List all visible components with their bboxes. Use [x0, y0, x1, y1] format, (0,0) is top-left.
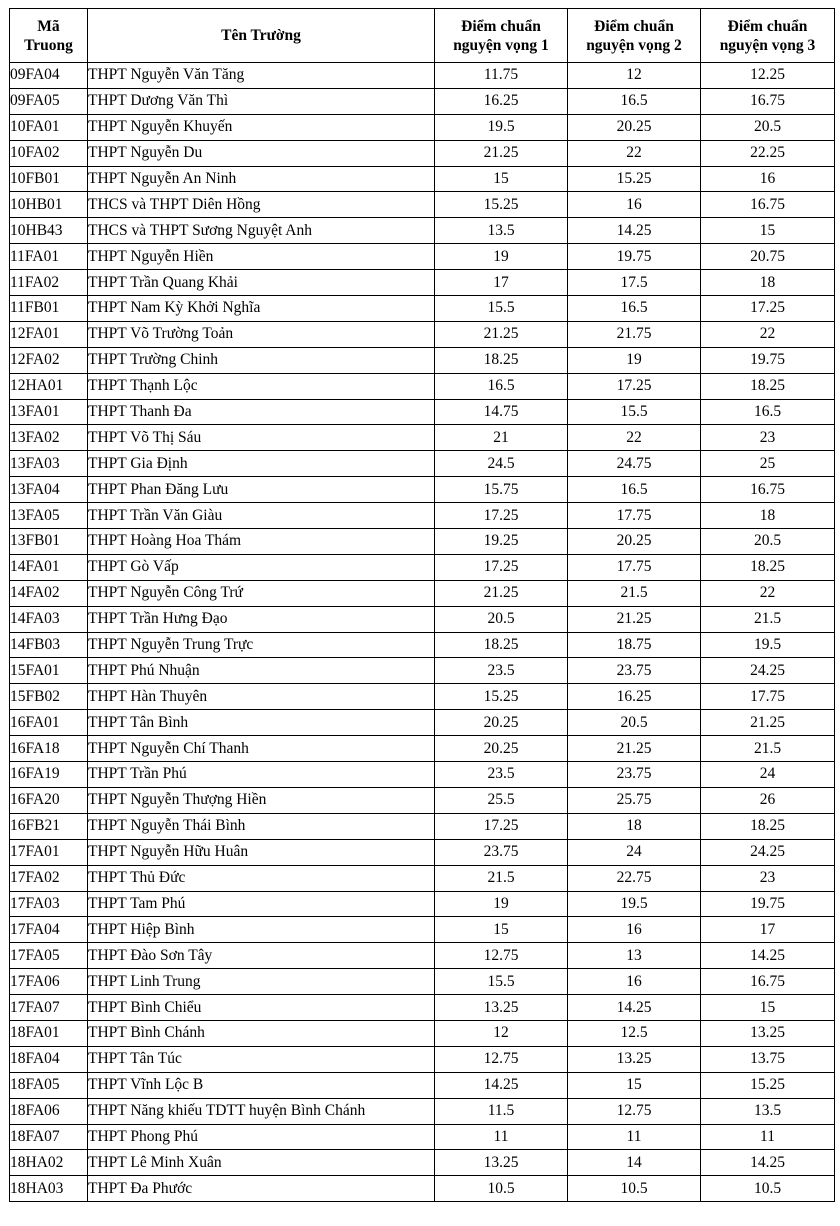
school-name-cell: THPT Nguyễn Hiền — [88, 244, 435, 270]
score-nv1-cell: 20.5 — [435, 606, 568, 632]
score-nv1-cell: 12.75 — [435, 943, 568, 969]
score-nv1-cell: 16.25 — [435, 88, 568, 114]
score-nv1-cell: 15.25 — [435, 684, 568, 710]
table-row — [10, 529, 835, 555]
table-row — [10, 658, 835, 684]
score-nv2-cell: 14 — [568, 1150, 701, 1176]
table-row — [10, 373, 835, 399]
table-row — [10, 1098, 835, 1124]
score-nv3-cell: 24 — [701, 762, 835, 788]
school-name-cell: THPT Trần Văn Giàu — [88, 503, 435, 529]
score-nv1-cell: 17.25 — [435, 554, 568, 580]
school-code-cell: 12HA01 — [10, 373, 88, 399]
school-code-cell: 18HA02 — [10, 1150, 88, 1176]
school-name-cell: THPT Năng khiếu TDTT huyện Bình Chánh — [88, 1098, 435, 1124]
school-code-cell: 18FA01 — [10, 1020, 88, 1046]
score-nv1-cell: 14.75 — [435, 399, 568, 425]
score-nv1-cell: 13.25 — [435, 995, 568, 1021]
school-code-cell: 10HB01 — [10, 192, 88, 218]
score-nv3-cell: 22 — [701, 580, 835, 606]
school-code-cell: 13FB01 — [10, 529, 88, 555]
table-row — [10, 1176, 835, 1202]
school-code-cell: 16FA20 — [10, 787, 88, 813]
school-name-cell: THPT Võ Trường Toản — [88, 321, 435, 347]
score-nv1-cell: 19.25 — [435, 529, 568, 555]
score-nv3-cell: 13.5 — [701, 1098, 835, 1124]
school-code-cell: 09FA05 — [10, 88, 88, 114]
table-row — [10, 813, 835, 839]
school-code-cell: 16FA19 — [10, 762, 88, 788]
school-name-cell: THPT Trần Quang Khải — [88, 270, 435, 296]
school-name-cell: THPT Phong Phú — [88, 1124, 435, 1150]
score-nv1-cell: 13.5 — [435, 218, 568, 244]
score-nv1-cell: 17 — [435, 270, 568, 296]
score-nv3-cell: 16.75 — [701, 477, 835, 503]
school-name-cell: THPT Thủ Đức — [88, 865, 435, 891]
score-nv1-cell: 18.25 — [435, 347, 568, 373]
score-nv3-cell: 23 — [701, 425, 835, 451]
school-name-cell: THPT Nguyễn Chí Thanh — [88, 736, 435, 762]
score-nv1-cell: 21 — [435, 425, 568, 451]
score-nv3-cell: 21.5 — [701, 736, 835, 762]
score-nv3-cell: 18 — [701, 270, 835, 296]
table-row — [10, 995, 835, 1021]
school-code-cell: 17FA03 — [10, 891, 88, 917]
table-row — [10, 943, 835, 969]
score-nv2-cell: 16.5 — [568, 88, 701, 114]
score-nv2-cell: 16.5 — [568, 296, 701, 322]
score-nv3-cell: 18.25 — [701, 554, 835, 580]
score-nv3-cell: 21.25 — [701, 710, 835, 736]
score-nv1-cell: 15 — [435, 166, 568, 192]
score-nv1-cell: 13.25 — [435, 1150, 568, 1176]
table-header-row — [10, 9, 835, 63]
score-nv3-cell: 16.5 — [701, 399, 835, 425]
table-row — [10, 321, 835, 347]
score-nv3-cell: 22 — [701, 321, 835, 347]
score-nv3-cell: 19.75 — [701, 347, 835, 373]
table-row — [10, 1124, 835, 1150]
table-row — [10, 762, 835, 788]
school-name-cell: THPT Hiệp Bình — [88, 917, 435, 943]
score-nv1-cell: 15.25 — [435, 192, 568, 218]
table-row — [10, 192, 835, 218]
table-row — [10, 736, 835, 762]
school-code-cell: 12FA01 — [10, 321, 88, 347]
score-nv2-cell: 13 — [568, 943, 701, 969]
score-nv2-cell: 21.5 — [568, 580, 701, 606]
score-nv1-cell: 23.5 — [435, 762, 568, 788]
school-code-cell: 10FA01 — [10, 114, 88, 140]
school-code-cell: 17FA05 — [10, 943, 88, 969]
table-row — [10, 839, 835, 865]
school-code-cell: 12FA02 — [10, 347, 88, 373]
score-nv3-cell: 26 — [701, 787, 835, 813]
score-nv2-cell: 22 — [568, 140, 701, 166]
school-code-cell: 14FA03 — [10, 606, 88, 632]
score-nv3-cell: 13.25 — [701, 1020, 835, 1046]
header-score-nv3 — [701, 9, 835, 63]
table-row — [10, 1020, 835, 1046]
score-nv1-cell: 20.25 — [435, 710, 568, 736]
school-name-cell: THPT Nguyễn Khuyến — [88, 114, 435, 140]
school-name-cell: THPT Trần Phú — [88, 762, 435, 788]
school-code-cell: 14FA02 — [10, 580, 88, 606]
school-name-cell: THPT Thanh Đa — [88, 399, 435, 425]
score-nv1-cell: 17.25 — [435, 503, 568, 529]
score-nv3-cell: 20.5 — [701, 529, 835, 555]
table-row — [10, 1046, 835, 1072]
school-name-cell: THPT Nguyễn Công Trứ — [88, 580, 435, 606]
header-school-code — [10, 9, 88, 63]
score-nv1-cell: 15.5 — [435, 969, 568, 995]
school-name-cell: THPT Dương Văn Thì — [88, 88, 435, 114]
header-score-nv2-line1: Điểm chuẩn — [594, 17, 674, 35]
admission-scores-table — [9, 8, 835, 1202]
school-code-cell: 18HA03 — [10, 1176, 88, 1202]
school-code-cell: 16FB21 — [10, 813, 88, 839]
score-nv3-cell: 18.25 — [701, 373, 835, 399]
score-nv2-cell: 25.75 — [568, 787, 701, 813]
score-nv3-cell: 20.75 — [701, 244, 835, 270]
score-nv3-cell: 14.25 — [701, 1150, 835, 1176]
school-code-cell: 13FA04 — [10, 477, 88, 503]
school-code-cell: 17FA07 — [10, 995, 88, 1021]
table-row — [10, 606, 835, 632]
table-row — [10, 503, 835, 529]
school-name-cell: THPT Trường Chinh — [88, 347, 435, 373]
school-code-cell: 17FA01 — [10, 839, 88, 865]
school-name-cell: THPT Hoàng Hoa Thám — [88, 529, 435, 555]
school-name-cell: THCS và THPT Sương Nguyệt Anh — [88, 218, 435, 244]
score-nv1-cell: 20.25 — [435, 736, 568, 762]
score-nv2-cell: 19.5 — [568, 891, 701, 917]
score-nv1-cell: 19 — [435, 244, 568, 270]
score-nv1-cell: 23.5 — [435, 658, 568, 684]
school-code-cell: 11FA02 — [10, 270, 88, 296]
header-score-nv1 — [435, 9, 568, 63]
table-row — [10, 270, 835, 296]
table-row — [10, 1072, 835, 1098]
score-nv1-cell: 19 — [435, 891, 568, 917]
score-nv2-cell: 22.75 — [568, 865, 701, 891]
score-nv1-cell: 23.75 — [435, 839, 568, 865]
school-name-cell: THPT Đa Phước — [88, 1176, 435, 1202]
score-nv2-cell: 18.75 — [568, 632, 701, 658]
score-nv2-cell: 19 — [568, 347, 701, 373]
school-name-cell: THPT Trần Hưng Đạo — [88, 606, 435, 632]
table-body — [10, 63, 835, 1202]
table-row — [10, 114, 835, 140]
score-nv3-cell: 16.75 — [701, 969, 835, 995]
score-nv2-cell: 16 — [568, 192, 701, 218]
score-nv2-cell: 20.25 — [568, 114, 701, 140]
score-nv1-cell: 11 — [435, 1124, 568, 1150]
score-nv2-cell: 14.25 — [568, 995, 701, 1021]
score-nv1-cell: 15.5 — [435, 296, 568, 322]
score-nv2-cell: 21.75 — [568, 321, 701, 347]
score-nv1-cell: 21.25 — [435, 580, 568, 606]
score-nv1-cell: 24.5 — [435, 451, 568, 477]
header-score-nv3-line1: Điểm chuẩn — [727, 17, 808, 35]
school-code-cell: 17FA06 — [10, 969, 88, 995]
school-code-cell: 14FB03 — [10, 632, 88, 658]
score-nv3-cell: 20.5 — [701, 114, 835, 140]
score-nv3-cell: 19.75 — [701, 891, 835, 917]
school-name-cell: THPT Nguyễn Trung Trực — [88, 632, 435, 658]
school-name-cell: THPT Gò Vấp — [88, 554, 435, 580]
school-name-cell: THPT Bình Chiểu — [88, 995, 435, 1021]
score-nv1-cell: 16.5 — [435, 373, 568, 399]
header-score-nv2-line2: nguyện vọng 2 — [586, 36, 682, 54]
header-school-code-line2: Truong — [24, 36, 73, 54]
school-code-cell: 13FA03 — [10, 451, 88, 477]
score-nv2-cell: 15 — [568, 1072, 701, 1098]
school-code-cell: 17FA04 — [10, 917, 88, 943]
score-nv2-cell: 17.75 — [568, 503, 701, 529]
score-nv2-cell: 21.25 — [568, 736, 701, 762]
table-row — [10, 140, 835, 166]
school-code-cell: 11FB01 — [10, 296, 88, 322]
score-nv1-cell: 15.75 — [435, 477, 568, 503]
score-nv1-cell: 12.75 — [435, 1046, 568, 1072]
header-score-nv1-line1: Điểm chuẩn — [461, 17, 541, 35]
score-nv1-cell: 19.5 — [435, 114, 568, 140]
score-nv3-cell: 18 — [701, 503, 835, 529]
score-nv3-cell: 24.25 — [701, 658, 835, 684]
school-name-cell: THPT Nguyễn Văn Tăng — [88, 63, 435, 89]
table-row — [10, 969, 835, 995]
school-code-cell: 17FA02 — [10, 865, 88, 891]
school-code-cell: 13FA02 — [10, 425, 88, 451]
school-name-cell: THPT Hàn Thuyên — [88, 684, 435, 710]
score-nv3-cell: 16 — [701, 166, 835, 192]
score-nv1-cell: 10.5 — [435, 1176, 568, 1202]
school-code-cell: 10FB01 — [10, 166, 88, 192]
score-nv2-cell: 12 — [568, 63, 701, 89]
score-nv2-cell: 16 — [568, 969, 701, 995]
score-nv1-cell: 18.25 — [435, 632, 568, 658]
school-code-cell: 13FA05 — [10, 503, 88, 529]
score-nv2-cell: 12.75 — [568, 1098, 701, 1124]
score-nv2-cell: 18 — [568, 813, 701, 839]
table-row — [10, 1150, 835, 1176]
score-nv3-cell: 19.5 — [701, 632, 835, 658]
score-nv3-cell: 16.75 — [701, 192, 835, 218]
school-name-cell: THPT Tân Bình — [88, 710, 435, 736]
school-code-cell: 15FB02 — [10, 684, 88, 710]
score-nv2-cell: 17.75 — [568, 554, 701, 580]
score-nv2-cell: 15.25 — [568, 166, 701, 192]
score-nv2-cell: 16.5 — [568, 477, 701, 503]
score-nv2-cell: 24.75 — [568, 451, 701, 477]
school-name-cell: THPT Phú Nhuận — [88, 658, 435, 684]
score-nv3-cell: 15.25 — [701, 1072, 835, 1098]
table-row — [10, 347, 835, 373]
score-nv3-cell: 15 — [701, 218, 835, 244]
school-name-cell: THPT Vĩnh Lộc B — [88, 1072, 435, 1098]
school-name-cell: THPT Gia Định — [88, 451, 435, 477]
table-row — [10, 88, 835, 114]
school-name-cell: THPT Tân Túc — [88, 1046, 435, 1072]
header-score-nv2 — [568, 9, 701, 63]
school-code-cell: 11FA01 — [10, 244, 88, 270]
score-nv1-cell: 11.5 — [435, 1098, 568, 1124]
score-nv3-cell: 16.75 — [701, 88, 835, 114]
school-code-cell: 09FA04 — [10, 63, 88, 89]
school-code-cell: 18FA06 — [10, 1098, 88, 1124]
score-nv2-cell: 12.5 — [568, 1020, 701, 1046]
table-row — [10, 787, 835, 813]
score-nv1-cell: 12 — [435, 1020, 568, 1046]
header-school-code-line1: Mã — [37, 17, 60, 35]
table-row — [10, 296, 835, 322]
table-row — [10, 451, 835, 477]
school-code-cell: 18FA04 — [10, 1046, 88, 1072]
school-code-cell: 18FA05 — [10, 1072, 88, 1098]
school-name-cell: THPT Nguyễn An Ninh — [88, 166, 435, 192]
score-nv2-cell: 23.75 — [568, 658, 701, 684]
school-name-cell: THPT Tam Phú — [88, 891, 435, 917]
table-row — [10, 865, 835, 891]
score-nv2-cell: 15.5 — [568, 399, 701, 425]
score-nv2-cell: 17.5 — [568, 270, 701, 296]
score-nv3-cell: 14.25 — [701, 943, 835, 969]
table-row — [10, 554, 835, 580]
school-name-cell: THPT Thạnh Lộc — [88, 373, 435, 399]
score-nv3-cell: 12.25 — [701, 63, 835, 89]
score-nv3-cell: 24.25 — [701, 839, 835, 865]
school-name-cell: THPT Nguyễn Hữu Huân — [88, 839, 435, 865]
school-name-cell: THPT Nam Kỳ Khởi Nghĩa — [88, 296, 435, 322]
score-nv1-cell: 21.25 — [435, 140, 568, 166]
score-nv3-cell: 25 — [701, 451, 835, 477]
table-row — [10, 425, 835, 451]
school-name-cell: THPT Nguyễn Thượng Hiền — [88, 787, 435, 813]
school-name-cell: THPT Nguyễn Du — [88, 140, 435, 166]
score-nv1-cell: 15 — [435, 917, 568, 943]
table-row — [10, 244, 835, 270]
school-code-cell: 16FA18 — [10, 736, 88, 762]
score-nv1-cell: 21.25 — [435, 321, 568, 347]
table-row — [10, 684, 835, 710]
score-nv2-cell: 20.5 — [568, 710, 701, 736]
score-nv2-cell: 24 — [568, 839, 701, 865]
score-nv2-cell: 21.25 — [568, 606, 701, 632]
score-nv2-cell: 10.5 — [568, 1176, 701, 1202]
school-code-cell: 15FA01 — [10, 658, 88, 684]
school-name-cell: THPT Bình Chánh — [88, 1020, 435, 1046]
score-nv2-cell: 13.25 — [568, 1046, 701, 1072]
score-nv2-cell: 19.75 — [568, 244, 701, 270]
table-row — [10, 891, 835, 917]
header-score-nv3-line2: nguyện vọng 3 — [719, 36, 816, 54]
table-row — [10, 580, 835, 606]
score-nv3-cell: 11 — [701, 1124, 835, 1150]
school-name-cell: THPT Linh Trung — [88, 969, 435, 995]
score-nv1-cell: 17.25 — [435, 813, 568, 839]
table-row — [10, 218, 835, 244]
score-nv2-cell: 11 — [568, 1124, 701, 1150]
score-nv2-cell: 14.25 — [568, 218, 701, 244]
table-row — [10, 710, 835, 736]
school-code-cell: 14FA01 — [10, 554, 88, 580]
score-nv3-cell: 17 — [701, 917, 835, 943]
school-name-cell: THCS và THPT Diên Hồng — [88, 192, 435, 218]
score-nv3-cell: 15 — [701, 995, 835, 1021]
score-nv1-cell: 25.5 — [435, 787, 568, 813]
school-code-cell: 10HB43 — [10, 218, 88, 244]
table-row — [10, 63, 835, 89]
score-nv3-cell: 22.25 — [701, 140, 835, 166]
score-nv1-cell: 14.25 — [435, 1072, 568, 1098]
school-name-cell: THPT Đào Sơn Tây — [88, 943, 435, 969]
score-nv1-cell: 21.5 — [435, 865, 568, 891]
header-school-name: Tên Trường — [88, 9, 435, 63]
score-nv2-cell: 23.75 — [568, 762, 701, 788]
score-nv3-cell: 23 — [701, 865, 835, 891]
school-code-cell: 10FA02 — [10, 140, 88, 166]
table-row — [10, 632, 835, 658]
score-nv3-cell: 17.75 — [701, 684, 835, 710]
school-name-cell: THPT Nguyễn Thái Bình — [88, 813, 435, 839]
school-code-cell: 18FA07 — [10, 1124, 88, 1150]
score-nv2-cell: 16.25 — [568, 684, 701, 710]
score-nv2-cell: 16 — [568, 917, 701, 943]
school-code-cell: 13FA01 — [10, 399, 88, 425]
school-name-cell: THPT Lê Minh Xuân — [88, 1150, 435, 1176]
table-row — [10, 166, 835, 192]
score-nv3-cell: 10.5 — [701, 1176, 835, 1202]
table-row — [10, 917, 835, 943]
score-nv3-cell: 17.25 — [701, 296, 835, 322]
score-nv3-cell: 18.25 — [701, 813, 835, 839]
score-nv3-cell: 21.5 — [701, 606, 835, 632]
header-score-nv1-line2: nguyện vọng 1 — [453, 36, 549, 54]
table-row — [10, 399, 835, 425]
school-code-cell: 16FA01 — [10, 710, 88, 736]
score-nv2-cell: 22 — [568, 425, 701, 451]
score-nv2-cell: 17.25 — [568, 373, 701, 399]
table-row — [10, 477, 835, 503]
score-nv2-cell: 20.25 — [568, 529, 701, 555]
score-nv3-cell: 13.75 — [701, 1046, 835, 1072]
school-name-cell: THPT Phan Đăng Lưu — [88, 477, 435, 503]
score-nv1-cell: 11.75 — [435, 63, 568, 89]
school-name-cell: THPT Võ Thị Sáu — [88, 425, 435, 451]
